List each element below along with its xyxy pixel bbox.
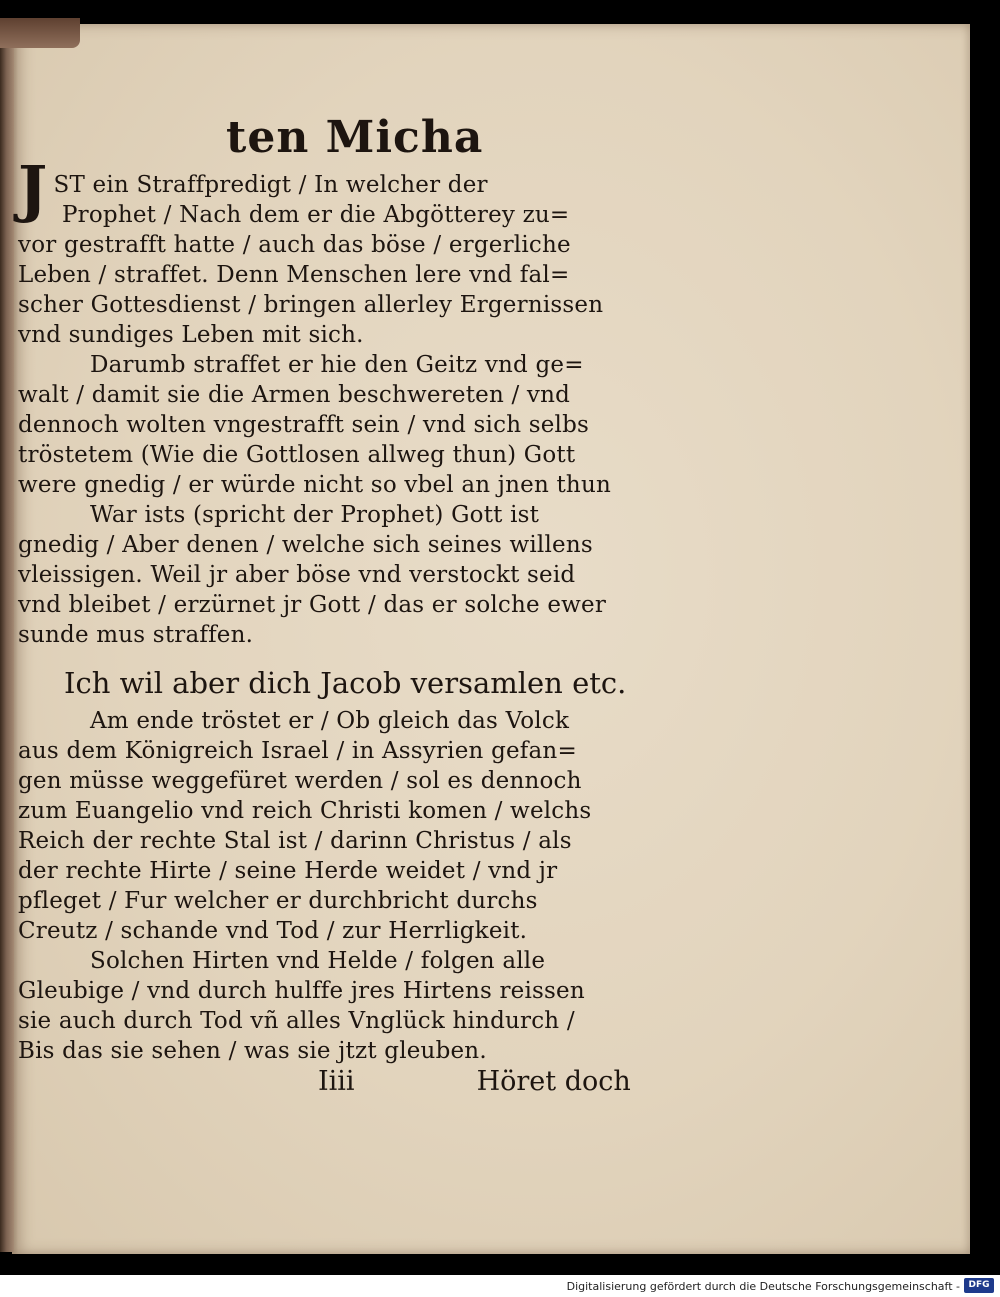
sub-heading: Ich wil aber dich Jacob versamlen etc. xyxy=(64,666,627,700)
text-line: zum Euangelio vnd reich Christi komen / welchs xyxy=(18,798,592,824)
text-line: sunde mus straffen. xyxy=(18,622,254,648)
book-spine-corner xyxy=(0,18,80,48)
book-spine xyxy=(0,22,14,1252)
funding-credit: Digitalisierung gefördert durch die Deutsche Forschungsgemeinschaft - xyxy=(566,1280,960,1293)
text-line: Solchen Hirten vnd Helde / folgen alle xyxy=(90,948,546,974)
text-line: vnd sundiges Leben mit sich. xyxy=(18,322,364,348)
signature-mark: Iiii xyxy=(318,1066,355,1097)
text-line: walt / damit sie die Armen beschwereten / vnd xyxy=(18,382,571,408)
text-line: Leben / straffet. Denn Menschen lere vnd fal= xyxy=(18,262,570,288)
drop-cap: J xyxy=(18,152,48,225)
text-line: gen müsse weggefüret werden / sol es dennoch xyxy=(18,768,582,794)
text-line: dennoch wolten vngestrafft sein / vnd sich selbs xyxy=(18,412,590,438)
text-line: Creutz / schande vnd Tod / zur Herrligkeit. xyxy=(18,918,528,944)
text-line: Reich der rechte Stal ist / darinn Christus / als xyxy=(18,828,572,854)
footer-bar xyxy=(0,1275,1000,1297)
text-line: vnd bleibet / erzürnet jr Gott / das er solche ewer xyxy=(18,592,607,618)
text-line: War ists (spricht der Prophet) Gott ist xyxy=(90,502,540,528)
dfg-logo-icon: DFG xyxy=(964,1278,994,1293)
text-line: tröstetem (Wie die Gottlosen allweg thun) Gott xyxy=(18,442,576,468)
text-line: pfleget / Fur welcher er durchbricht durchs xyxy=(18,888,538,914)
catchword: Höret doch xyxy=(476,1066,631,1097)
catchword-line xyxy=(18,1066,648,1098)
text-line: aus dem Königreich Israel / in Assyrien gefan= xyxy=(18,738,577,764)
first-line-text: ST ein Straffpredigt / In welcher der xyxy=(53,172,488,198)
text-line: vor gestrafft hatte / auch das böse / ergerliche xyxy=(18,232,571,258)
text-line: Am ende tröstet er / Ob gleich das Volck xyxy=(90,708,570,734)
text-line: vleissigen. Weil jr aber böse vnd verstockt seid xyxy=(18,562,576,588)
page-text xyxy=(18,108,648,1098)
page-heading: ten Micha xyxy=(226,112,484,163)
text-line: Prophet / Nach dem er die Abgötterey zu= xyxy=(62,202,570,228)
text-line: were gnedig / er würde nicht so vbel an jnen thun xyxy=(18,472,611,498)
text-line: Bis das sie sehen / was sie jtzt gleuben. xyxy=(18,1038,487,1064)
text-line: gnedig / Aber denen / welche sich seines willens xyxy=(18,532,593,558)
text-line: scher Gottesdienst / bringen allerley Ergernissen xyxy=(18,292,604,318)
text-line: Gleubige / vnd durch hulffe jres Hirtens reissen xyxy=(18,978,585,1004)
text-line: der rechte Hirte / seine Herde weidet / vnd jr xyxy=(18,858,558,884)
text-line: Darumb straffet er hie den Geitz vnd ge= xyxy=(90,352,584,378)
text-line: sie auch durch Tod vñ alles Vnglück hindurch / xyxy=(18,1008,575,1034)
